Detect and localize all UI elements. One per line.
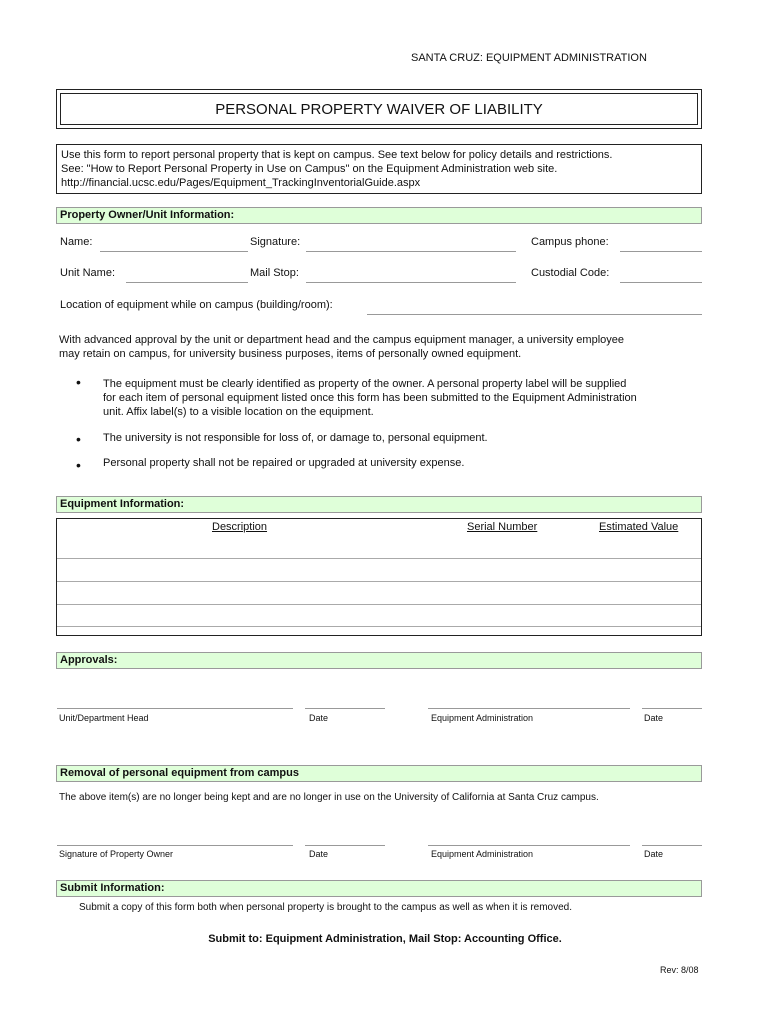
col-estimated-value: Estimated Value: [599, 521, 679, 533]
custodial-code-field[interactable]: [620, 282, 702, 283]
unit-head-label: Unit/Department Head: [59, 713, 149, 723]
removal-section-heading: Removal of personal equipment from campus: [56, 765, 702, 782]
removal-text: The above item(s) are no longer being kept and are no longer in use on the University of California at Santa Cruz campus.: [59, 792, 599, 803]
table-row[interactable]: [57, 558, 701, 559]
table-row[interactable]: [57, 604, 701, 605]
submit-to: Submit to: Equipment Administration, Mail Stop: Accounting Office.: [208, 933, 562, 945]
mail-stop-field[interactable]: [306, 282, 516, 283]
location-label: Location of equipment while on campus (building/room):: [60, 299, 333, 311]
bullet-icon: •: [76, 374, 81, 390]
title-box: [56, 89, 702, 129]
unit-name-field[interactable]: [126, 282, 248, 283]
equip-admin-label: Equipment Administration: [431, 849, 534, 859]
approval-date-line-2[interactable]: [642, 708, 702, 709]
location-field[interactable]: [367, 314, 702, 315]
custodial-code-label: Custodial Code:: [531, 267, 610, 279]
owner-signature-label: Signature of Property Owner: [59, 849, 174, 859]
equipment-section-heading: Equipment Information:: [56, 496, 702, 513]
mail-stop-label: Mail Stop:: [250, 267, 299, 279]
removal-date-line-2[interactable]: [642, 845, 702, 846]
table-row[interactable]: [57, 626, 701, 627]
removal-date-line-1[interactable]: [305, 845, 385, 846]
intro-line-2: See: "How to Report Personal Property in Use on Campus" on the Equipment Administration web site.: [61, 163, 558, 175]
col-description: Description: [212, 521, 268, 533]
unit-name-label: Unit Name:: [60, 267, 116, 279]
equipment-table: [56, 518, 702, 636]
equip-admin-label: Equipment Administration: [431, 713, 534, 723]
approvals-section-heading: Approvals:: [56, 652, 702, 669]
approval-date-line-1[interactable]: [305, 708, 385, 709]
bullet-icon: •: [76, 431, 81, 447]
intro-url: http://financial.ucsc.edu/Pages/Equipment_TrackingInventorialGuide.aspx: [61, 177, 421, 189]
bullet-1-text: [103, 377, 637, 419]
date-label: Date: [644, 849, 664, 859]
bullet-1-line-1: The equipment must be clearly identified as property of the owner. A personal property label will be supplied: [103, 378, 627, 390]
page-header: SANTA CRUZ: EQUIPMENT ADMINISTRATION: [411, 52, 647, 64]
bullet-1-line-2: for each item of personal equipment listed once this form has been submitted to the Equipment Administration: [103, 392, 637, 404]
bullet-2-text: The university is not responsible for loss of, or damage to, personal equipment.: [103, 432, 488, 444]
name-label: Name:: [60, 236, 93, 248]
owner-signature-line[interactable]: [57, 845, 293, 846]
intro-line-1: Use this form to report personal property that is kept on campus. See text below for policy details and restrictions.: [61, 149, 613, 161]
submit-section-heading: Submit Information:: [56, 880, 702, 897]
policy-line-2: may retain on campus, for university business purposes, items of personally owned equipment.: [59, 348, 522, 360]
policy-paragraph: [59, 333, 624, 361]
signature-field[interactable]: [306, 251, 516, 252]
equip-admin-signature-line[interactable]: [428, 708, 630, 709]
policy-line-1: With advanced approval by the unit or department head and the campus equipment manager, a university employee: [59, 334, 625, 346]
unit-head-signature-line[interactable]: [57, 708, 293, 709]
signature-label: Signature:: [250, 236, 301, 248]
campus-phone-field[interactable]: [620, 251, 702, 252]
table-row[interactable]: [57, 581, 701, 582]
campus-phone-label: Campus phone:: [531, 236, 609, 248]
revision-date: Rev: 8/08: [660, 965, 699, 975]
name-field[interactable]: [100, 251, 248, 252]
date-label: Date: [644, 713, 664, 723]
intro-box: [56, 144, 702, 194]
bullet-1-line-3: unit. Affix label(s) to a visible location on the equipment.: [103, 406, 374, 418]
bullet-3-text: Personal property shall not be repaired or upgraded at university expense.: [103, 457, 465, 469]
submit-text: Submit a copy of this form both when personal property is brought to the campus as well as when it is removed.: [79, 902, 573, 913]
col-serial-number: Serial Number: [467, 521, 538, 533]
form-title: PERSONAL PROPERTY WAIVER OF LIABILITY: [60, 93, 698, 125]
bullet-icon: •: [76, 457, 81, 473]
owner-section-heading: Property Owner/Unit Information:: [56, 207, 702, 224]
date-label: Date: [309, 849, 329, 859]
removal-equip-admin-line[interactable]: [428, 845, 630, 846]
date-label: Date: [309, 713, 329, 723]
